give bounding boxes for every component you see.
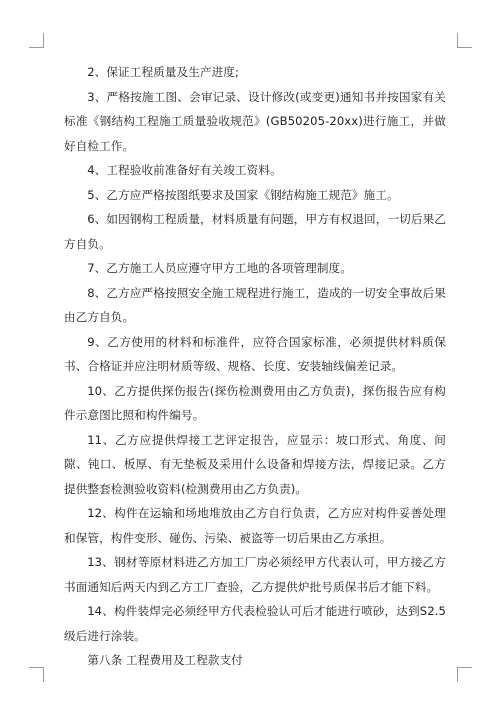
crop-mark-top-right: [457, 33, 472, 48]
section-heading: 第八条 工程费用及工程款支付: [87, 653, 243, 667]
paragraph: 12、构件在运输和场地堆放由乙方自行负责，乙方应对构件妥善处理和保管，构件变形、碰伤、污染、被盗等一切后果由乙方承担。: [64, 506, 446, 545]
document-body: [64, 60, 446, 673]
crop-mark-bottom-left: [29, 667, 44, 682]
paragraph: 8、乙方应严格按照安全施工规程进行施工，造成的一切安全事故后果由乙方自负。: [64, 285, 446, 324]
paragraph: 2、保证工程质量及生产进度;: [87, 65, 239, 79]
paragraph: 5、乙方应严格按图纸要求及国家《钢结构施工规范》施工。: [87, 187, 399, 202]
paragraph: 6、如因钢构工程质量，材料质量有问题，甲方有权退回，一切后果乙方自负。: [64, 212, 446, 251]
paragraph: 11、乙方应提供焊接工艺评定报告，应显示：坡口形式、角度、间隙、钝口、板厚、有无垫板及采用什么设备和焊接方法，焊接记录。乙方提供整套检测验收资料(检测费用由乙方负责)。: [64, 432, 446, 496]
paragraph: 13、钢材等原材料进乙方加工厂房必须经甲方代表认可，甲方接乙方书面通知后两天内到乙方工厂查验，乙方提供炉批号质保书后才能下料。: [64, 555, 446, 594]
paragraph: 3、严格按施工图、会审记录、设计修改(或变更)通知书并按国家有关标准《钢结构工程施工质量验收规范》(GB50205-20xx)进行施工，并做好自检工作。: [64, 89, 446, 153]
paragraph: 7、乙方施工人员应遵守甲方工地的各项管理制度。: [87, 261, 352, 275]
crop-mark-bottom-right: [457, 667, 472, 682]
paragraph: 9、乙方使用的材料和标准件，应符合国家标准，必须提供材料质保书、合格证并应注明材质等级、规格、长度、安装轴线偏差记录。: [64, 334, 446, 373]
crop-mark-top-left: [29, 33, 44, 48]
paragraph: 4、工程验收前准备好有关竣工资料。: [87, 163, 282, 177]
paragraph: 10、乙方提供探伤报告(探伤检测费用由乙方负责)，探伤报告应有构件示意图比照和构件编号。: [64, 383, 446, 422]
paragraph: 14、构件装焊完必须经甲方代表检验认可后才能进行喷砂，达到S2.5级后进行涂装。: [64, 604, 446, 643]
